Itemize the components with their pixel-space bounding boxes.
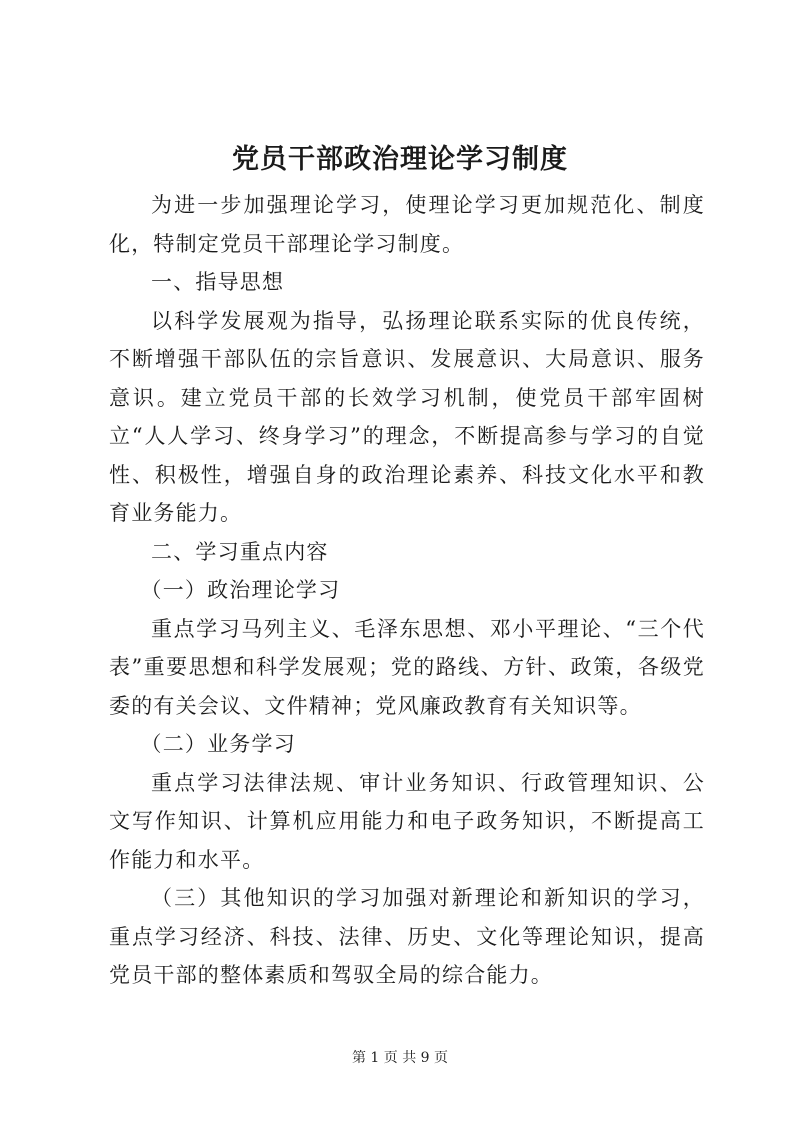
document-body [109, 186, 705, 995]
subsection-3-paragraph: （三）其他知识的学习加强对新理论和新知识的学习，重点学习经济、科技、法律、历史、文化等理论知识，提高党员干部的整体素质和驾驭全局的综合能力。 [109, 886, 705, 987]
subsection-1-paragraph: 重点学习马列主义、毛泽东思想、邓小平理论、“三个代表”重要思想和科学发展观；党的路线、方针、政策，各级党委的有关会议、文件精神；党风廉政教育有关知识等。 [109, 616, 705, 718]
section-1-heading: 一、指导思想 [151, 270, 285, 294]
subsection-2-paragraph: 重点学习法律法规、审计业务知识、行政管理知识、公文写作知识、计算机应用能力和电子政务知识，不断提高工作能力和水平。 [109, 770, 705, 872]
subsection-1-heading: （一）政治理论学习 [140, 578, 341, 602]
section-2-heading: 二、学习重点内容 [151, 539, 329, 564]
page-footer: 第 1 页 共 9 页 [351, 1050, 449, 1066]
section-1-paragraph: 以科学发展观为指导，弘扬理论联系实际的优良传统，不断增强干部队伍的宗旨意识、发展意识、大局意识、服务意识。建立党员干部的长效学习机制，使党员干部牢固树立“人人学习、终身学习”的理念，不断提高参与学习的自觉性、积极性，增强自身的政治理论素养、科技文化水平和教育业务能力。 [109, 308, 705, 525]
intro-paragraph: 为进一步加强理论学习，使理论学习更加规范化、制度化，特制定党员干部理论学习制度。 [109, 193, 705, 256]
document-title: 党员干部政治理论学习制度 [232, 144, 568, 175]
subsection-2-heading: （二）业务学习 [140, 732, 296, 756]
